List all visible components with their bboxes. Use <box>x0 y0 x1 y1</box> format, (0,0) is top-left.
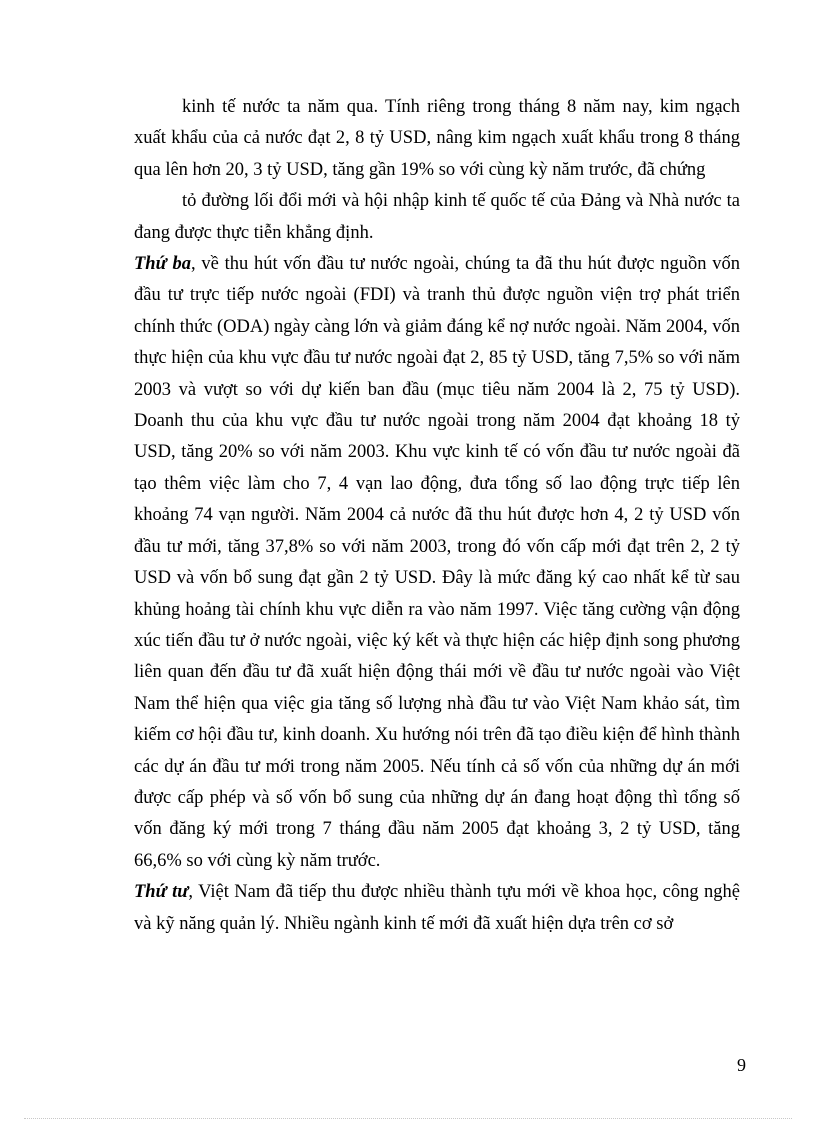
paragraph-export-summary <box>134 92 740 186</box>
page-bottom-divider <box>24 1118 792 1119</box>
paragraph-text: tỏ đường lối đổi mới và hội nhập kinh tế quốc tế của Đảng và Nhà nước ta đang được thực tiễn khẳng định. <box>134 191 740 243</box>
page-number: 9 <box>737 1055 746 1075</box>
paragraph-lead-third: Thứ ba <box>134 254 191 275</box>
paragraph-lead-fourth: Thứ tư <box>134 882 189 903</box>
paragraph-fourth-point <box>134 877 740 940</box>
paragraph-policy-affirmation <box>134 186 740 249</box>
body-text <box>134 92 740 940</box>
paragraph-third-point <box>134 249 740 877</box>
paragraph-text: kinh tế nước ta năm qua. Tính riêng trong tháng 8 năm nay, kim ngạch xuất khẩu của cả nước đạt 2, 8 tỷ USD, nâng kim ngạch xuất khẩu trong 8 tháng qua lên hơn 20, 3 tỷ USD, tăng gần 19% so với cùng kỳ năm trước, đã chứng <box>134 97 740 180</box>
paragraph-text: , về thu hút vốn đầu tư nước ngoài, chúng ta đã thu hút được nguồn vốn đầu tư trực tiếp nước ngoài (FDI) và tranh thủ được nguồn viện trợ phát triển chính thức (ODA) ngày càng lớn và giảm đáng kể nợ nước ngoài. Năm 2004, vốn thực hiện của khu vực đầu tư nước ngoài đạt 2, 85 tỷ USD, tăng 7,5% so với năm 2003 và vượt so với dự kiến ban đầu (mục tiêu năm 2004 là 2, 75 tỷ USD). Doanh thu của khu vực đầu tư nước ngoài trong năm 2004 đạt khoảng 18 tỷ USD, tăng 20% so với năm 2003. Khu vực kinh tế có vốn đầu tư nước ngoài đã tạo thêm việc làm cho 7, 4 vạn lao động, đưa tổng số lao động trực tiếp lên khoảng 74 vạn người. Năm 2004 cả nước đã thu hút được hơn 4, 2 tỷ USD vốn đầu tư mới, tăng 37,8% so với năm 2003, trong đó vốn cấp mới đạt trên 2, 2 tỷ USD và vốn bổ sung đạt gần 2 tỷ USD. Đây là mức đăng ký cao nhất kể từ sau khủng hoảng tài chính khu vực diễn ra vào năm 1997. Việc tăng cường vận động xúc tiến đầu tư ở nước ngoài, việc ký kết và thực hiện các hiệp định song phương liên quan đến đầu tư đã xuất hiện động thái mới về đầu tư nước ngoài vào Việt Nam thể hiện qua việc gia tăng số lượng nhà đầu tư vào Việt Nam khảo sát, tìm kiếm cơ hội đầu tư, kinh doanh. Xu hướng nói trên đã tạo điều kiện để hình thành các dự án đầu tư mới trong năm 2005. Nếu tính cả số vốn của những dự án mới được cấp phép và số vốn bổ sung của những dự án đang hoạt động thì tổng số vốn đăng ký mới trong 7 tháng đầu năm 2005 đạt khoảng 3, 2 tỷ USD, tăng 66,6% so với cùng kỳ năm trước. <box>134 254 740 871</box>
paragraph-text: , Việt Nam đã tiếp thu được nhiều thành tựu mới về khoa học, công nghệ và kỹ năng quản lý. Nhiều ngành kinh tế mới đã xuất hiện dựa trên cơ sở <box>134 882 740 934</box>
